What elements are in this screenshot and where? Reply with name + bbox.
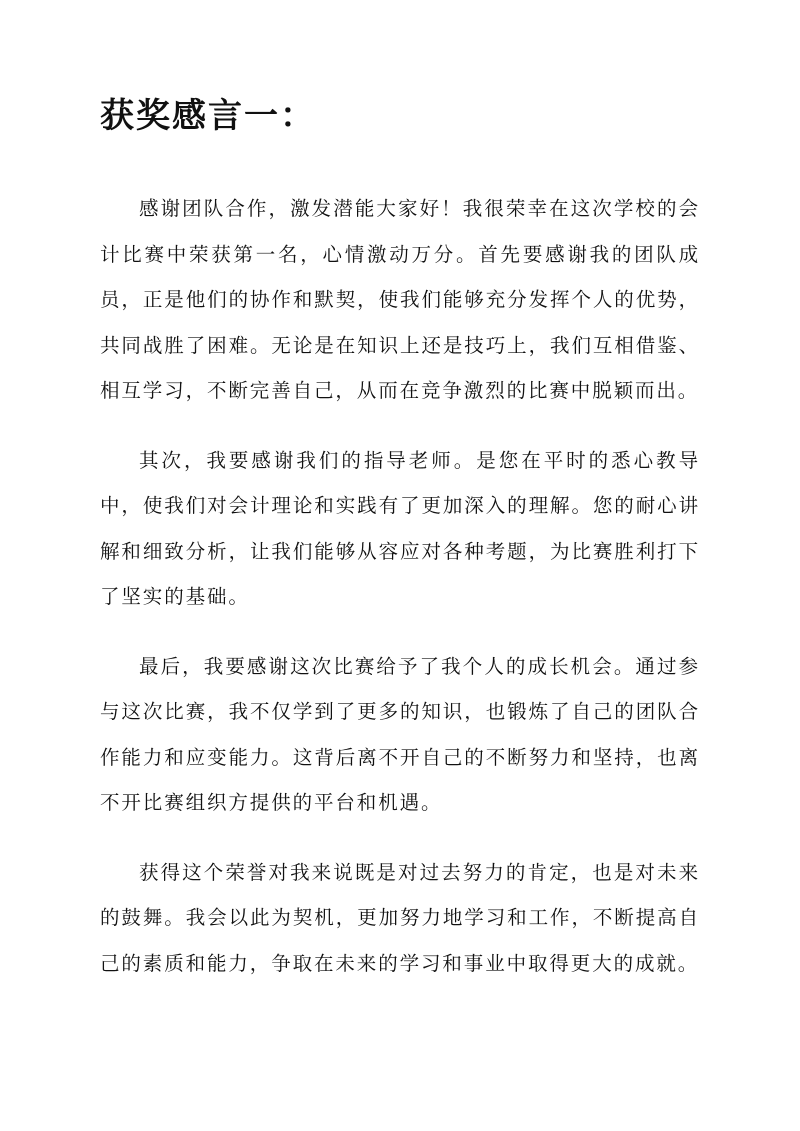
document-title: 获奖感言一： <box>100 96 316 136</box>
paragraph-future-outlook: 获得这个荣誉对我来说既是对过去努力的肯定，也是对未来的鼓舞。我会以此为契机，更加努力地学习和工作，不断提高自己的素质和能力，争取在未来的学习和事业中取得更大的成就。 <box>100 860 700 975</box>
document-body <box>100 186 700 1010</box>
paragraph-team-thanks: 感谢团队合作，激发潜能大家好！我很荣幸在这次学校的会计比赛中荣获第一名，心情激动万分。首先要感谢我的团队成员，正是他们的协作和默契，使我们能够充分发挥个人的优势，共同战胜了困难。无论是在知识上还是技巧上，我们互相借鉴、相互学习，不断完善自己，从而在竞争激烈的比赛中脱颖而出。 <box>100 197 700 402</box>
paragraph-teacher-thanks: 其次，我要感谢我们的指导老师。是您在平时的悉心教导中，使我们对会计理论和实践有了更加深入的理解。您的耐心讲解和细致分析，让我们能够从容应对各种考题，为比赛胜利打下了坚实的基础。 <box>100 448 700 608</box>
paragraph-growth-thanks: 最后，我要感谢这次比赛给予了我个人的成长机会。通过参与这次比赛，我不仅学到了更多的知识，也锻炼了自己的团队合作能力和应变能力。这背后离不开自己的不断努力和坚持，也离不开比赛组织方提供的平台和机遇。 <box>100 654 700 814</box>
